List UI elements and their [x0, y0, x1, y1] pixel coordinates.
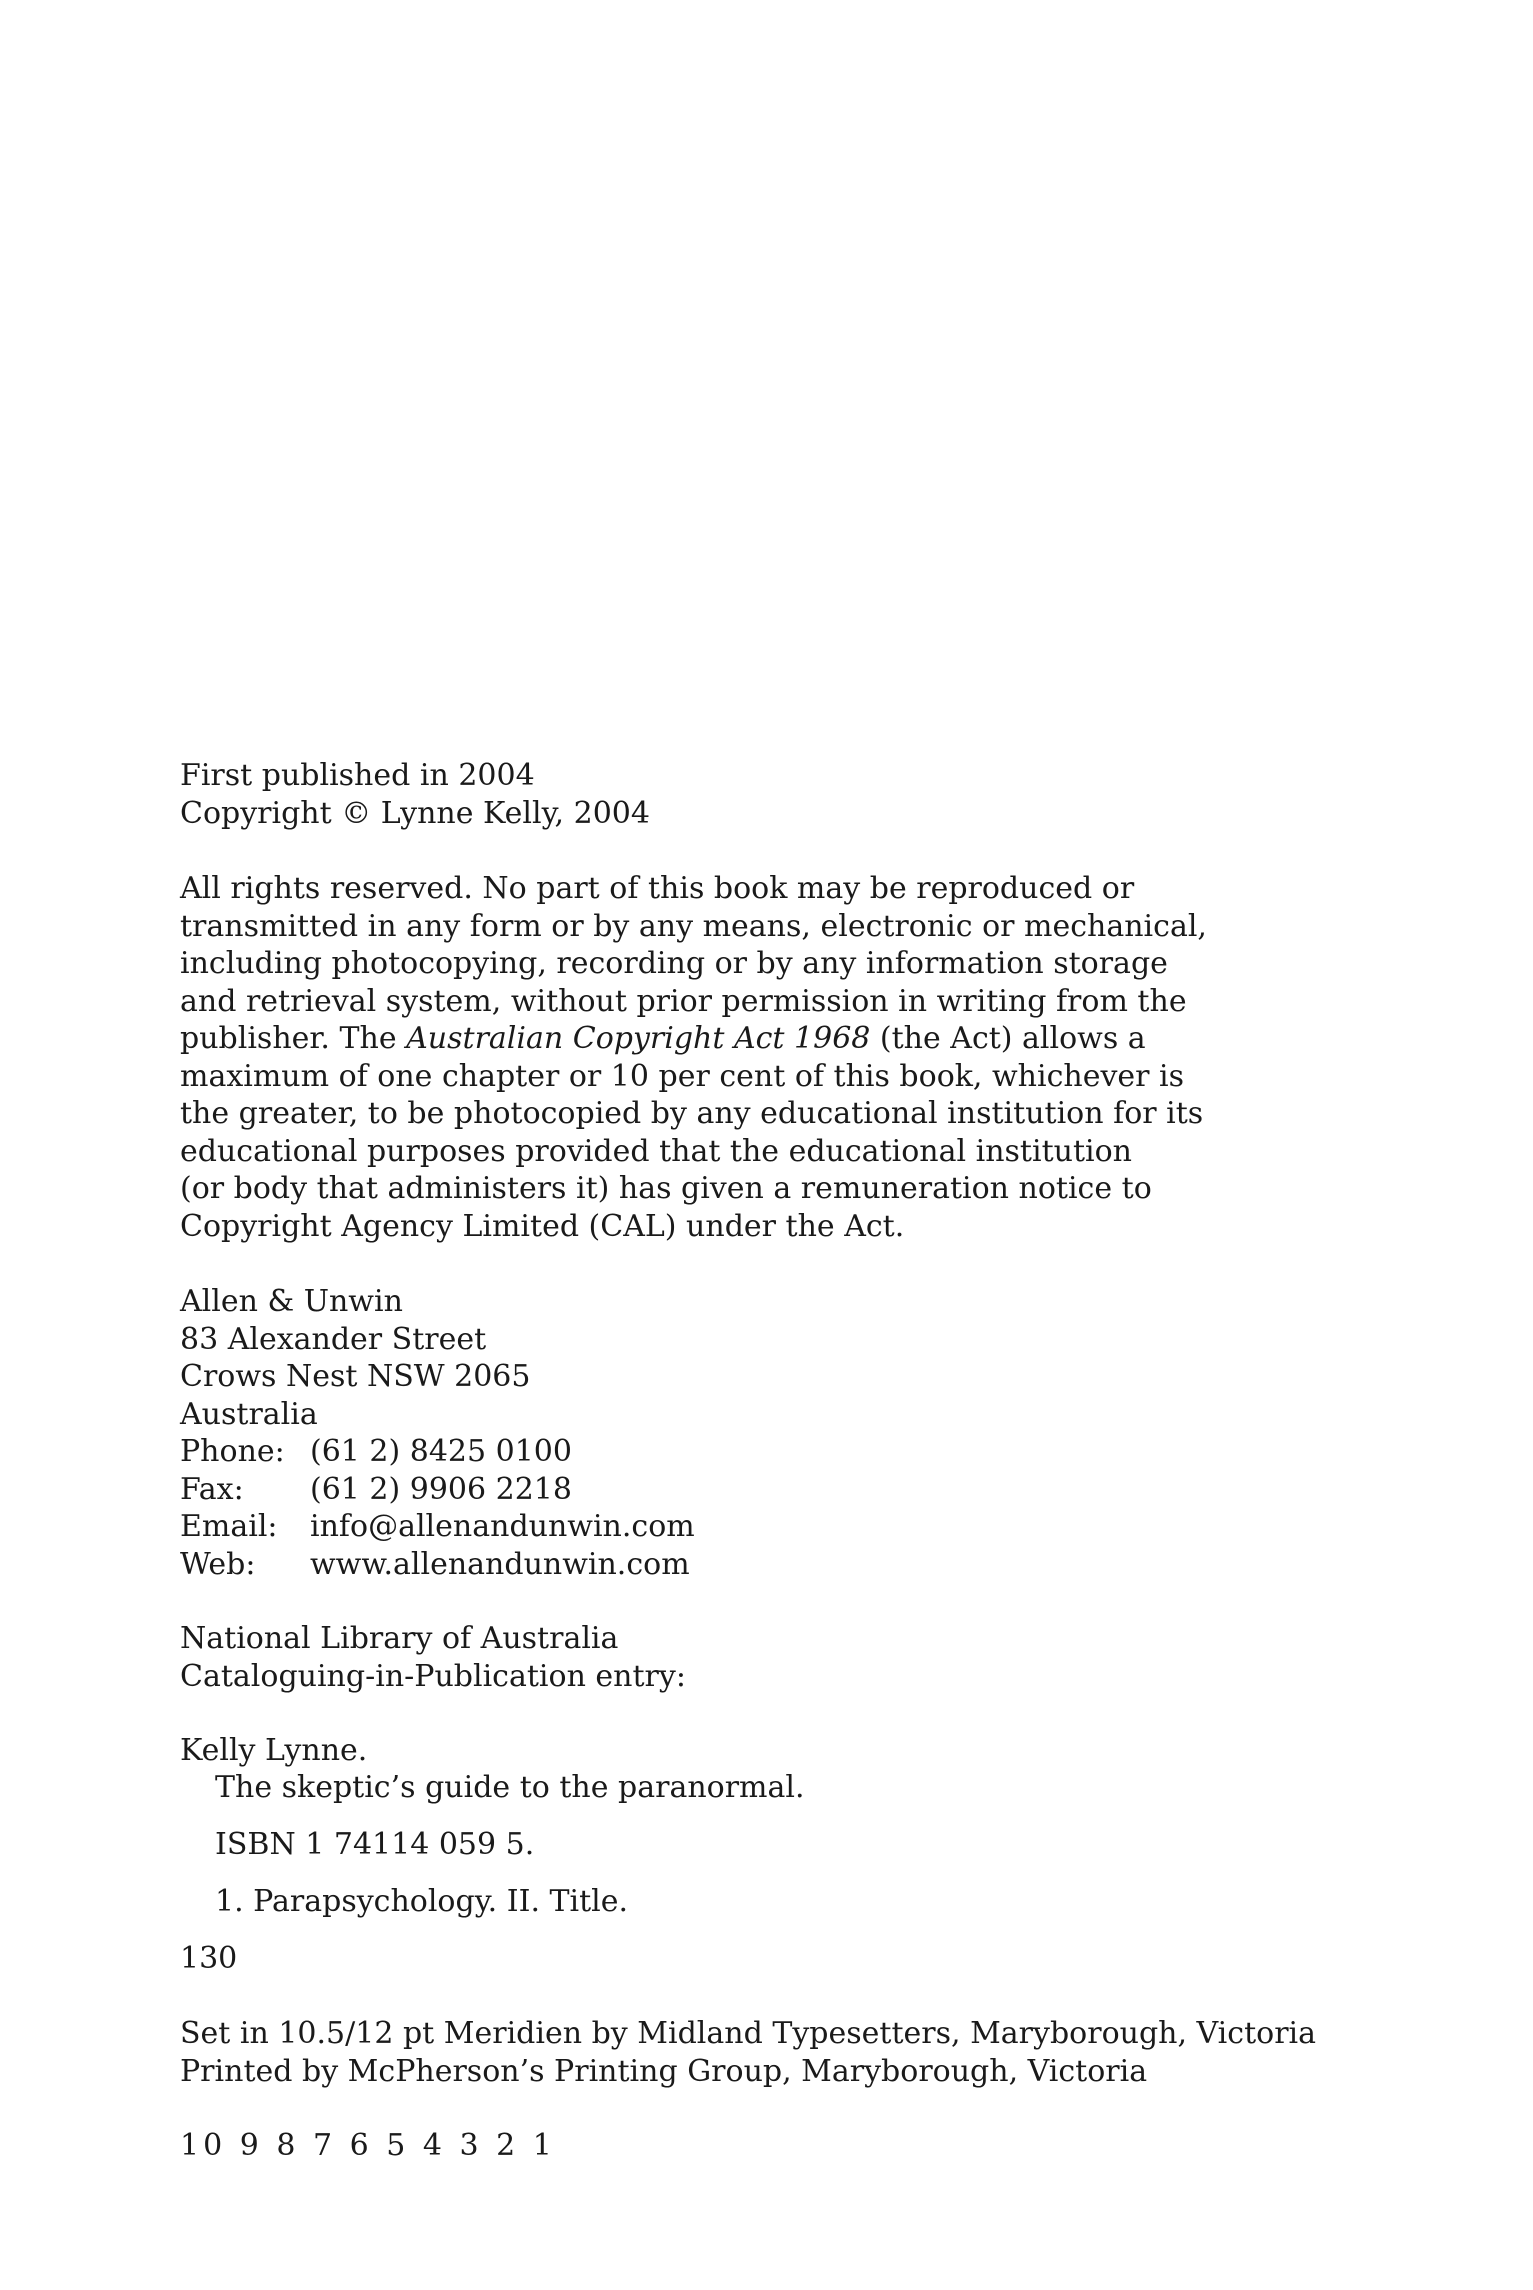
contact-label: Web: [180, 1546, 256, 1582]
contact-value: (61 2) 9906 2218 [310, 1471, 572, 1507]
first-published: First published in 2004 [180, 758, 535, 793]
contact-value: info@allenandunwin.com [310, 1509, 695, 1544]
contact-label: Fax: [180, 1471, 244, 1507]
cip-author: Kelly Lynne. [180, 1733, 368, 1768]
cip-title: The skeptic’s guide to the paranormal. [215, 1770, 805, 1805]
rights-line: including photocopying, recording or by any information storage [180, 946, 1168, 981]
rights-line: maximum of one chapter or 10 per cent of this book, whichever is [180, 1058, 1185, 1094]
rights-line: (or body that administers it) has given a remuneration notice to [180, 1171, 1152, 1206]
print-run: 10 9 8 7 6 5 4 3 2 1 [180, 2128, 556, 2163]
contact-label: Phone: [180, 1434, 285, 1469]
rights-paragraph [180, 870, 1207, 1245]
contact-web [180, 1546, 695, 1584]
publication-info [180, 757, 650, 832]
production-info [180, 2015, 1316, 2090]
cip-class-number: 130 [180, 1941, 238, 1976]
library-name: National Library of Australia [180, 1621, 619, 1656]
rights-line: All rights reserved. No part of this book may be reproduced or [180, 871, 1135, 906]
rights-line: the greater, to be photocopied by any educational institution for its [180, 1096, 1204, 1131]
publisher-country: Australia [180, 1396, 318, 1432]
rights-line-end: (the Act) allows a [870, 1021, 1146, 1056]
typeset-line: Set in 10.5/12 pt Meridien by Midland Typesetters, Maryborough, Victoria [180, 2016, 1317, 2051]
rights-line-act [180, 1020, 1207, 1058]
rights-line: educational purposes provided that the educational institution [180, 1133, 1132, 1169]
cataloguing-heading [180, 1620, 686, 1695]
contact-label: Email: [180, 1509, 278, 1544]
cip-isbn: ISBN 1 74114 059 5. [215, 1827, 535, 1862]
rights-line: Copyright Agency Limited (CAL) under the Act. [180, 1208, 905, 1244]
contact-value: www.allenandunwin.com [310, 1546, 690, 1582]
rights-line-start: publisher. The [180, 1021, 407, 1056]
contact-phone [180, 1433, 695, 1471]
publisher-street: 83 Alexander Street [180, 1321, 487, 1357]
publisher-name: Allen & Unwin [180, 1284, 403, 1319]
act-name: Australian Copyright Act 1968 [406, 1021, 871, 1056]
rights-line: transmitted in any form or by any means, electronic or mechanical, [180, 908, 1207, 944]
rights-line: and retrieval system, without prior permission in writing from the [180, 983, 1187, 1019]
contact-email [180, 1508, 695, 1546]
contact-value: (61 2) 8425 0100 [310, 1434, 572, 1469]
publisher-suburb: Crows Nest NSW 2065 [180, 1359, 531, 1394]
copyright-notice: Copyright © Lynne Kelly, 2004 [180, 795, 650, 831]
cip-label: Cataloguing-in-Publication entry: [180, 1658, 686, 1694]
contact-fax [180, 1471, 695, 1509]
cip-subjects: 1. Parapsychology. II. Title. [215, 1884, 629, 1919]
publisher-address [180, 1283, 695, 1583]
printer-line: Printed by McPherson’s Printing Group, Maryborough, Victoria [180, 2053, 1148, 2089]
